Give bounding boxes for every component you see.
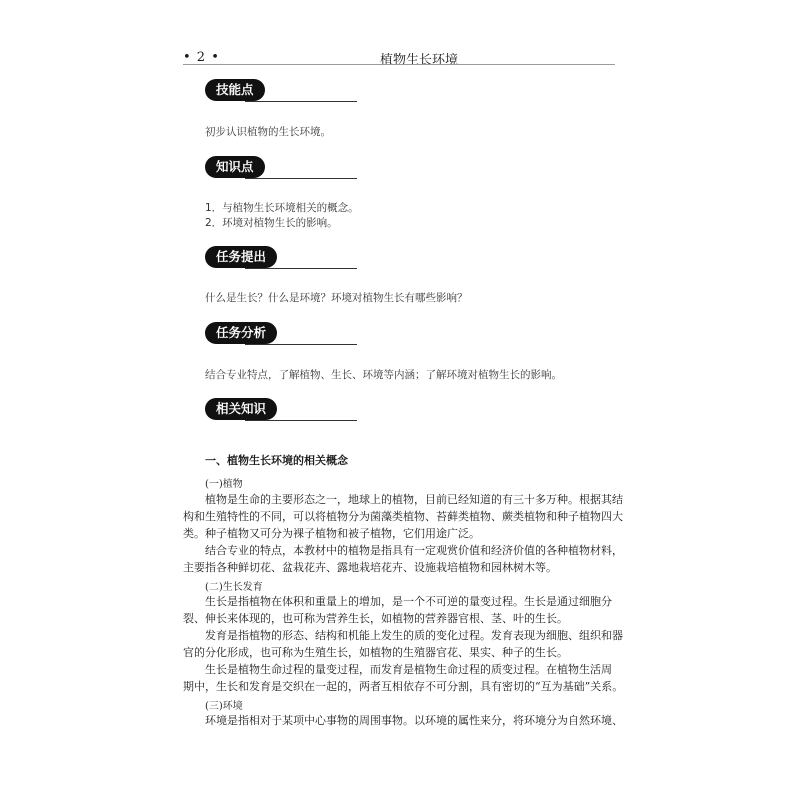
body-heading: 一、植物生长环境的相关概念 <box>205 454 348 467</box>
analysis-line: 结合专业特点，了解植物、生长、环境等内涵；了解环境对植物生长的影响。 <box>205 369 562 381</box>
para-line: 类。种子植物又可分为裸子植物和被子植物，它们用途广泛。 <box>183 527 480 540</box>
para-line: 发育是指植物的形态、结构和机能上发生的质的变化过程。发育表现为细胞、组织和器 <box>205 629 623 642</box>
para-line: 构和生殖特性的不同，可以将植物分为菌藻类植物、苔藓类植物、蕨类植物和种子植物四大 <box>183 510 623 523</box>
page-number: • 2 • <box>183 50 220 65</box>
knowledge-line-1: 1．与植物生长环境相关的概念。 <box>205 202 359 214</box>
para-line: 环境是指相对于某项中心事物的周围事物。以环境的属性来分，将环境分为自然环境、 <box>205 714 623 727</box>
para-line: 期中，生长和发育是交织在一起的，两者互相依存不可分割，具有密切的“互为基础”关系。 <box>183 680 624 693</box>
section-rule <box>245 178 357 179</box>
para-line: 生长是指植物在体积和重量上的增加，是一个不可逆的量变过程。生长是通过细胞分 <box>205 595 612 608</box>
para-line: 生长是植物生命过程的量变过程，而发育是植物生命过程的质变过程。在植物生活周 <box>205 663 612 676</box>
section-analysis-heading <box>205 322 355 346</box>
subsection-environment: (三)环境 <box>205 701 243 712</box>
running-title: 植物生长环境 <box>380 53 459 68</box>
section-rule <box>245 101 357 102</box>
section-knowledge-label: 知识点 <box>205 156 265 178</box>
subsection-growth: (二)生长发育 <box>205 582 263 593</box>
section-related-label: 相关知识 <box>205 398 277 420</box>
section-skill-heading <box>205 79 355 103</box>
para-line: 官的分化形成，也可称为生殖生长，如植物的生殖器官花、果实、种子的生长。 <box>183 646 568 659</box>
section-rule <box>245 344 357 345</box>
skill-line: 初步认识植物的生长环境。 <box>205 126 331 138</box>
section-task-heading <box>205 246 355 270</box>
task-line: 什么是生长？什么是环境？环境对植物生长有哪些影响？ <box>205 292 468 304</box>
para-line: 主要指各种鲜切花、盆栽花卉、露地栽培花卉、设施栽培植物和园林树木等。 <box>183 561 557 574</box>
para-line: 植物是生命的主要形态之一，地球上的植物，目前已经知道的有三十多万种。根据其结 <box>205 493 623 506</box>
subsection-plants: (一)植物 <box>205 479 243 490</box>
section-task-label: 任务提出 <box>205 246 277 268</box>
section-rule <box>245 420 357 421</box>
section-related-heading <box>205 398 355 422</box>
section-skill-label: 技能点 <box>205 79 265 101</box>
section-analysis-label: 任务分析 <box>205 322 277 344</box>
section-rule <box>245 268 357 269</box>
section-knowledge-heading <box>205 156 355 180</box>
para-line: 结合专业的特点，本教材中的植物是指具有一定观赏价值和经济价值的各种植物材料， <box>205 544 623 557</box>
para-line: 裂、伸长来体现的，也可称为营养生长，如植物的营养器官根、茎、叶的生长。 <box>183 612 568 625</box>
header-rule <box>183 64 615 65</box>
knowledge-line-2: 2．环境对植物生长的影响。 <box>205 217 338 229</box>
